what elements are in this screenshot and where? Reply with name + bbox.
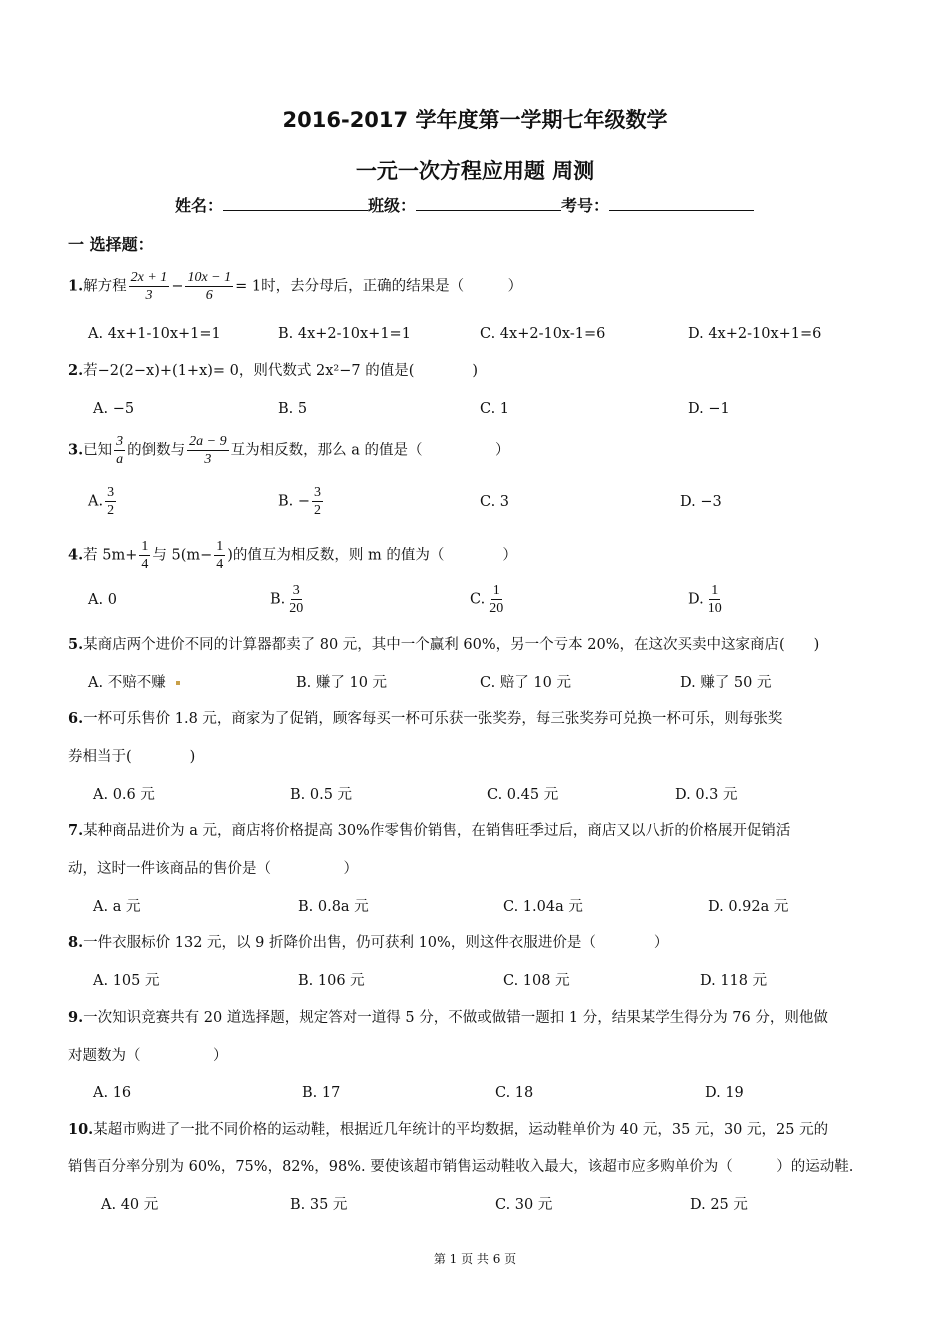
- exam-no-label: 考号：: [561, 196, 610, 215]
- option-b[interactable]: [278, 484, 325, 519]
- question-text: 互为相反数，那么 a 的值是（ ）: [230, 442, 510, 459]
- option-d[interactable]: D. −1: [688, 401, 730, 417]
- option-d[interactable]: [688, 582, 726, 617]
- question-number: 9.: [68, 1009, 84, 1026]
- option-a[interactable]: A. 4x+1-10x+1=1: [88, 326, 221, 342]
- question-text: 的倒数与: [127, 442, 186, 459]
- option-c[interactable]: C. 18: [495, 1085, 534, 1101]
- fraction: [129, 269, 170, 304]
- fraction-numerator: 3: [314, 485, 322, 500]
- option-b[interactable]: B. 0.8a 元: [298, 899, 369, 915]
- question-6-continued: 券相当于( ): [68, 749, 196, 765]
- fraction-denominator: 4: [216, 557, 224, 572]
- fraction: [706, 582, 724, 617]
- fraction-denominator: 20: [289, 601, 304, 616]
- question-6: [68, 709, 782, 729]
- page-footer: 第 1 页 共 6 页: [433, 1252, 517, 1266]
- option-d[interactable]: D. 118 元: [700, 973, 768, 989]
- question-number: 2.: [68, 362, 84, 379]
- fraction-numerator: 1: [141, 539, 149, 554]
- option-c[interactable]: C. 赔了 10 元: [480, 675, 571, 691]
- fraction-numerator: 1: [216, 539, 224, 554]
- option-c[interactable]: C. 4x+2-10x-1=6: [480, 326, 606, 342]
- option-a[interactable]: A. 105 元: [93, 973, 160, 989]
- question-number: 5.: [68, 636, 84, 653]
- question-text: 某种商品进价为 a 元，商店将价格提高 30%作零售价销售，在销售旺季过后，商店又以八折的价格展开促销活: [83, 823, 791, 839]
- option-a[interactable]: A. 0.6 元: [93, 787, 155, 803]
- option-label: B. −: [278, 493, 311, 510]
- option-label: C.: [470, 591, 486, 608]
- option-d[interactable]: D. 0.92a 元: [708, 899, 789, 915]
- question-text: 与 5(m−: [152, 547, 213, 564]
- fraction-denominator: 20: [489, 601, 504, 616]
- fraction-denominator: 2: [107, 503, 115, 518]
- question-text: = 1时，去分母后，正确的结果是（ ）: [235, 278, 523, 295]
- fraction: [287, 582, 305, 617]
- question-text: 已知: [83, 442, 113, 459]
- option-c[interactable]: C. 108 元: [503, 973, 570, 989]
- option-a[interactable]: A. −5: [93, 401, 135, 417]
- option-c[interactable]: C. 3: [480, 494, 510, 510]
- name-label: 姓名：: [175, 196, 224, 215]
- question-number: 7.: [68, 822, 84, 839]
- fraction-numerator: 3: [107, 485, 115, 500]
- decorative-dot: [176, 681, 180, 685]
- option-a[interactable]: [88, 484, 118, 519]
- fraction-numerator: 3: [292, 583, 300, 598]
- class-label: 班级：: [368, 196, 417, 215]
- option-c[interactable]: C. 0.45 元: [487, 787, 559, 803]
- minus-sign: −: [171, 278, 184, 295]
- option-c[interactable]: [470, 582, 507, 617]
- fraction-denominator: 6: [205, 288, 213, 303]
- fraction: [139, 538, 150, 573]
- question-1: [68, 269, 522, 304]
- question-2: [68, 361, 478, 381]
- option-b[interactable]: B. 4x+2-10x+1=1: [278, 326, 411, 342]
- fraction: [487, 582, 505, 617]
- option-b[interactable]: [270, 582, 307, 617]
- fraction: [187, 433, 228, 468]
- fraction-numerator: 1: [492, 583, 500, 598]
- question-7: [68, 821, 790, 841]
- question-text: )的值互为相反数，则 m 的值为（ ）: [227, 547, 517, 564]
- option-d[interactable]: D. −3: [680, 494, 722, 510]
- option-label: D.: [688, 591, 704, 608]
- fraction-denominator: a: [116, 452, 124, 467]
- question-number: 3.: [68, 441, 84, 459]
- fraction-denominator: 10: [707, 601, 722, 616]
- option-d[interactable]: D. 4x+2-10x+1=6: [688, 326, 822, 342]
- option-c[interactable]: C. 30 元: [495, 1197, 553, 1213]
- question-7-continued: 动，这时一件该商品的售价是（ ）: [68, 861, 358, 877]
- fraction-denominator: 2: [314, 503, 322, 518]
- option-a[interactable]: A. 0: [88, 592, 117, 608]
- fraction-denominator: 4: [141, 557, 149, 572]
- option-a[interactable]: A. 16: [93, 1085, 132, 1101]
- question-10-continued: 销售百分率分别为 60%，75%，82%，98%. 要使该超市销售运动鞋收入最大，该超市应多购单价为（ ）的运动鞋.: [68, 1159, 854, 1175]
- student-info-row: [175, 193, 754, 216]
- question-number: 1.: [68, 277, 84, 295]
- question-5: [68, 635, 819, 655]
- class-field[interactable]: [416, 196, 561, 211]
- question-text: 一件衣服标价 132 元，以 9 折降价出售，仍可获利 10%，则这件衣服进价是（ ）: [83, 935, 669, 951]
- name-field[interactable]: [223, 196, 368, 211]
- option-b[interactable]: B. 106 元: [298, 973, 365, 989]
- option-d[interactable]: D. 25 元: [690, 1197, 748, 1213]
- option-label: A.: [88, 493, 104, 510]
- option-b[interactable]: B. 0.5 元: [290, 787, 353, 803]
- question-3: [68, 433, 509, 468]
- question-4: [68, 538, 517, 573]
- option-label: B.: [270, 591, 286, 608]
- question-number: 10.: [68, 1121, 94, 1138]
- question-number: 6.: [68, 710, 84, 727]
- option-label: A. 不赔不赚: [88, 675, 166, 691]
- option-b[interactable]: B. 5: [278, 401, 308, 417]
- option-b[interactable]: B. 35 元: [290, 1197, 348, 1213]
- option-d[interactable]: D. 19: [705, 1085, 744, 1101]
- fraction-numerator: 1: [711, 583, 719, 598]
- fraction: [312, 484, 323, 519]
- fraction-numerator: 3: [116, 434, 124, 449]
- option-d[interactable]: D. 赚了 50 元: [680, 675, 772, 691]
- section-heading: 一 选择题：: [68, 235, 154, 254]
- fraction-denominator: 3: [145, 288, 153, 303]
- option-d[interactable]: D. 0.3 元: [675, 787, 738, 803]
- option-a[interactable]: A. 40 元: [101, 1197, 159, 1213]
- question-text: 某商店两个进价不同的计算器都卖了 80 元，其中一个赢利 60%，另一个亏本 20%，在这次买卖中这家商店( ): [83, 637, 820, 653]
- option-c[interactable]: C. 1: [480, 401, 510, 417]
- page-title: 2016-2017 学年度第一学期七年级数学: [282, 108, 668, 132]
- question-9-continued: 对题数为（ ）: [68, 1048, 228, 1064]
- exam-no-field[interactable]: [609, 196, 754, 211]
- fraction: [105, 484, 116, 519]
- fraction: [185, 269, 233, 304]
- fraction: [114, 433, 125, 468]
- option-a[interactable]: A. a 元: [93, 899, 141, 915]
- question-text: 若−2(2−x)+(1+x)= 0，则代数式 2x²−7 的值是( ): [83, 363, 479, 379]
- fraction-numerator: 10x − 1: [187, 270, 232, 285]
- question-9: [68, 1008, 828, 1028]
- fraction-numerator: 2x + 1: [130, 270, 168, 285]
- question-text: 解方程: [83, 278, 127, 295]
- option-c[interactable]: C. 1.04a 元: [503, 899, 583, 915]
- fraction: [214, 538, 225, 573]
- question-10: [68, 1120, 828, 1140]
- question-number: 4.: [68, 546, 84, 564]
- question-8: [68, 933, 668, 953]
- option-b[interactable]: B. 赚了 10 元: [296, 675, 388, 691]
- question-text: 一杯可乐售价 1.8 元，商家为了促销，顾客每买一杯可乐获一张奖券，每三张奖券可兑换一杯可乐，则每张奖: [83, 711, 783, 727]
- option-a[interactable]: [88, 673, 180, 693]
- option-b[interactable]: B. 17: [302, 1085, 341, 1101]
- page-subtitle: 一元一次方程应用题 周测: [355, 159, 595, 183]
- fraction-denominator: 3: [204, 452, 212, 467]
- question-number: 8.: [68, 934, 84, 951]
- fraction-numerator: 2a − 9: [189, 434, 227, 449]
- question-text: 一次知识竞赛共有 20 道选择题，规定答对一道得 5 分，不做或做错一题扣 1 分，结果某学生得分为 76 分，则他做: [83, 1010, 828, 1026]
- question-text: 若 5m+: [83, 547, 138, 564]
- question-text: 某超市购进了一批不同价格的运动鞋，根据近几年统计的平均数据，运动鞋单价为 40 元，35 元，30 元，25 元的: [93, 1122, 829, 1138]
